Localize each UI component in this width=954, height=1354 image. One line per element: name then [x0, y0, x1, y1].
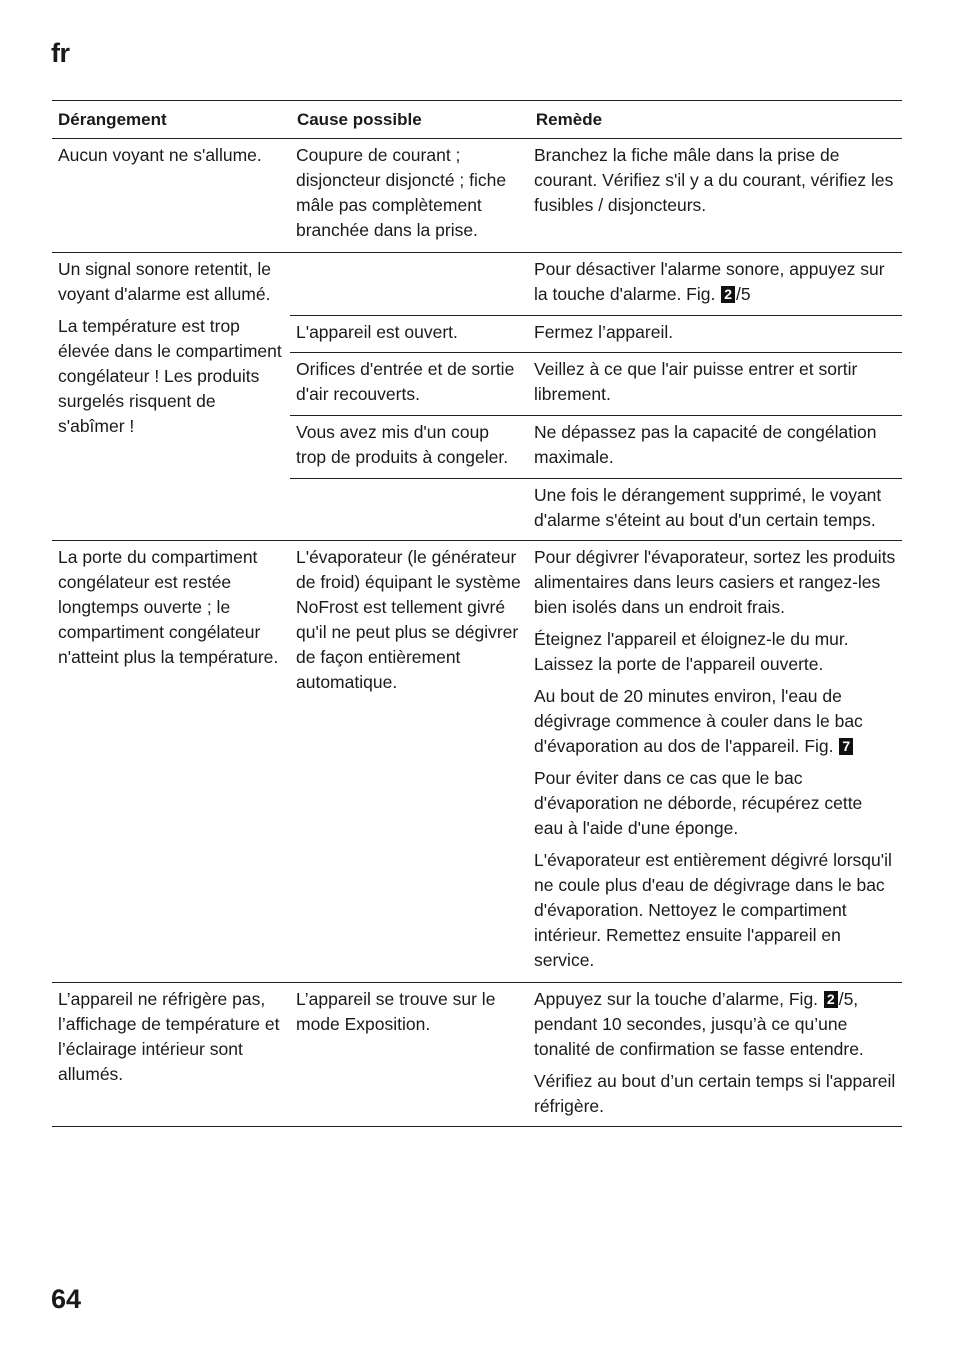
- fault-text: La température est trop élevée dans le compartiment congélateur ! Les produits surgelés risquent de s'abîmer !: [58, 316, 282, 436]
- sub-row: [290, 253, 902, 316]
- remedy-text: Ne dépassez pas la capacité de congélation maximale.: [534, 422, 877, 467]
- remedy-text: Éteignez l'appareil et éloignez-le du mur. Laissez la porte de l'appareil ouverte.: [534, 629, 849, 674]
- table-row: [52, 139, 902, 253]
- table-row: [52, 541, 902, 983]
- troubleshooting-table: [52, 100, 902, 1127]
- remedy-text: Pour dégivrer l'évaporateur, sortez les produits alimentaires dans leurs casiers et rangez-les bien isolés dans un endroit frais.: [534, 547, 896, 617]
- figure-ref-badge: 7: [839, 738, 853, 755]
- figure-ref-badge: 2: [824, 991, 838, 1008]
- column-header-remedy: Remède: [535, 110, 603, 129]
- fault-text: Aucun voyant ne s'allume.: [58, 145, 262, 165]
- cause-text: L’appareil se trouve sur le mode Exposition.: [296, 989, 496, 1034]
- remedy-text: Vérifiez au bout d’un certain temps si l'appareil réfrigère.: [534, 1071, 896, 1116]
- column-header-cause: Cause possible: [296, 110, 422, 129]
- remedy-text: Veillez à ce que l'air puisse entrer et sortir librement.: [534, 359, 858, 404]
- table-header-row: [52, 100, 902, 139]
- fault-text: La porte du compartiment congélateur est restée longtemps ouverte ; le compartiment congélateur n'atteint plus la température.: [58, 547, 279, 667]
- remedy-text: Appuyez sur la touche d’alarme, Fig. 2 /5, pendant 10 secondes, jusqu’à ce qu’une tonalité de confirmation se fasse entendre.: [534, 989, 864, 1059]
- page-number: 64: [51, 1284, 82, 1314]
- sub-row: [290, 416, 902, 479]
- remedy-text: Pour éviter dans ce cas que le bac d'évaporation ne déborde, récupérez cette eau à l'aide d'une éponge.: [534, 768, 863, 838]
- cause-text: L'appareil est ouvert.: [296, 322, 458, 342]
- cause-text: Orifices d'entrée et de sortie d'air recouverts.: [296, 359, 515, 404]
- table-row: [52, 983, 902, 1127]
- sub-row: [290, 316, 902, 353]
- remedy-text: Fermez l’appareil.: [534, 322, 674, 342]
- table-row: [52, 253, 902, 541]
- sub-row: [290, 353, 902, 416]
- cause-text: Coupure de courant ; disjoncteur disjoncté ; fiche mâle pas complètement branchée dans la prise.: [296, 145, 507, 240]
- sub-row: [290, 479, 902, 540]
- remedy-text: Au bout de 20 minutes environ, l'eau de dégivrage commence à couler dans le bac d'évaporation au dos de l'appareil. Fig. 7: [534, 686, 863, 756]
- cause-text: L'évaporateur (le générateur de froid) équipant le système NoFrost est tellement givré qu'il ne peut plus se dégivrer de façon entièrement automatique.: [296, 547, 521, 692]
- remedy-text: L'évaporateur est entièrement dégivré lorsqu'il ne coule plus d'eau de dégivrage dans le bac d'évaporation. Nettoyez le compartiment intérieur. Remettez ensuite l'appareil en service.: [534, 850, 892, 970]
- fault-text: Un signal sonore retentit, le voyant d'alarme est allumé.: [58, 259, 272, 304]
- remedy-text: Branchez la fiche mâle dans la prise de courant. Vérifiez s'il y a du courant, vérifiez les fusibles / disjoncteurs.: [534, 145, 894, 215]
- fault-text: L’appareil ne réfrigère pas, l’affichage de température et l’éclairage intérieur sont allumés.: [58, 989, 280, 1084]
- cause-text: Vous avez mis d'un coup trop de produits à congeler.: [296, 422, 509, 467]
- remedy-text: Pour désactiver l'alarme sonore, appuyez sur la touche d'alarme. Fig. 2 /5: [534, 259, 885, 304]
- language-code: fr: [51, 38, 70, 68]
- figure-ref-badge: 2: [721, 286, 735, 303]
- remedy-text: Une fois le dérangement supprimé, le voyant d'alarme s'éteint au bout d'un certain temps.: [534, 485, 882, 530]
- column-header-fault: Dérangement: [58, 110, 167, 129]
